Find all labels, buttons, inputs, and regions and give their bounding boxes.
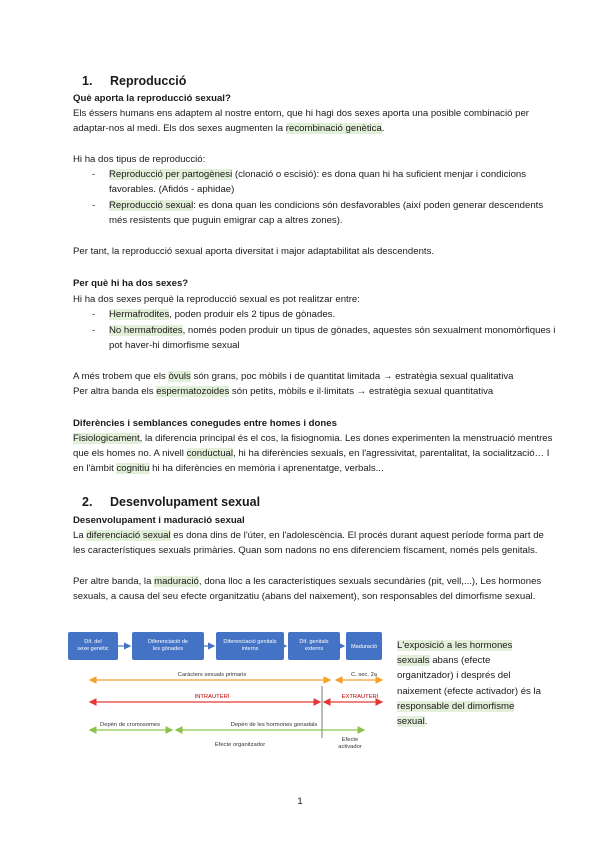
paragraph-text: . bbox=[381, 123, 385, 135]
highlight-behavioral: conductual bbox=[186, 448, 234, 460]
question-development: Desenvolupament i maduració sexual bbox=[73, 515, 245, 526]
paragraph-text: A més trobem que els bbox=[73, 371, 169, 382]
diagram-box-label: Diferenciació de les gònades bbox=[147, 639, 189, 652]
highlight-maturation: maduració bbox=[154, 576, 199, 587]
label-gonadal-hormones: Depèn de les hormones gonadals bbox=[230, 722, 318, 728]
diagram-box-label: Dif. del sexe genètic bbox=[77, 639, 109, 652]
list-item-hermaphrodites bbox=[92, 307, 562, 322]
section-2-heading bbox=[82, 495, 260, 509]
label-activating-effect-2: activador bbox=[338, 744, 362, 750]
paragraph-sperm bbox=[73, 384, 553, 399]
diagram-box-label: Diferenciació genitals interns bbox=[223, 639, 277, 652]
label-extrauterine: EXTRAUTERÍ bbox=[341, 694, 379, 700]
highlight-ova: òvuls bbox=[168, 371, 191, 382]
paragraph-two-sexes: Hi ha dos sexes perquè la reproducció sexual es pot realitzar entre: bbox=[73, 294, 360, 305]
paragraph-ova bbox=[73, 369, 553, 384]
highlight-sexual-differentiation: diferenciació sexual bbox=[86, 530, 171, 541]
list-dash: - bbox=[92, 325, 96, 336]
paragraph-differences bbox=[73, 431, 553, 477]
highlight-sperm: espermatozoides bbox=[156, 386, 230, 397]
list-item-sexual-reproduction bbox=[92, 198, 562, 228]
paragraph-text: , hi ha diferències sexuals, en l'agressivitat, parentalitat, la socialització… I en l'àmbit bbox=[73, 448, 550, 475]
label-activating-effect-1: Efecte bbox=[341, 737, 359, 743]
side-note-text: abans (efecte organitzador) i després del naixement (efecte activador) és la bbox=[397, 655, 541, 697]
list-dash: - bbox=[92, 309, 96, 320]
label-primary-characters: Caràcters sexuals primaris bbox=[177, 672, 247, 678]
highlight-parthenogenesis: Reproducció per partogènesi bbox=[109, 169, 233, 180]
paragraph-conclusion: Per tant, la reproducció sexual aporta diversitat i major adaptabilitat als descendents. bbox=[73, 246, 435, 257]
side-note bbox=[397, 638, 547, 729]
side-note-text: . bbox=[424, 716, 428, 728]
highlight-sexual-reproduction: Reproducció sexual bbox=[109, 200, 194, 211]
paragraph-maturation bbox=[73, 574, 553, 604]
paragraph-text: , la diferencia principal és el cos, la fisiognomia. Les dones experimenten la menstruació mentres que els homes no. A nivell bbox=[73, 433, 553, 460]
page-number: 1 bbox=[297, 796, 303, 807]
list-item-non-hermaphrodites bbox=[92, 323, 562, 353]
diagram-box-label: Dif. genitals externs bbox=[299, 639, 329, 652]
paragraph-differentiation bbox=[73, 528, 553, 558]
label-chromosomes: Depèn de cromosomes bbox=[100, 722, 160, 728]
sexual-development-diagram bbox=[64, 630, 384, 750]
paragraph-text: hi ha diferències en memòria i aprenentatge, verbals... bbox=[149, 463, 384, 475]
highlight-cognitive: cognitiu bbox=[116, 463, 150, 475]
paragraph-text: Per altra banda els bbox=[73, 386, 157, 397]
paragraph-text: Per altre banda, la bbox=[73, 576, 155, 587]
highlight-hermaphrodites: Hermafrodites bbox=[109, 309, 170, 320]
question-why-two-sexes: Per què hi ha dos sexes? bbox=[73, 278, 189, 289]
list-item-text: : es dona quan les condicions són desfavorables (així poden generar descendents més resistents que puguin emigrar cap a altres zones). bbox=[109, 200, 544, 227]
list-dash: - bbox=[92, 169, 96, 180]
highlight-physiologically: Fisiologicament bbox=[73, 433, 140, 444]
paragraph-text: són grans, poc mòbils i de quantitat limitada → estratègia sexual qualitativa bbox=[190, 371, 514, 382]
paragraph-adaptation bbox=[73, 106, 553, 136]
paragraph-text: La bbox=[73, 530, 87, 541]
section-1-title: Reproducció bbox=[110, 74, 187, 88]
paragraph-types-intro: Hi ha dos tipus de reproducció: bbox=[73, 154, 206, 165]
highlight-recombination: recombinació genètica bbox=[285, 123, 382, 135]
list-dash: - bbox=[92, 200, 96, 211]
diagram-box-label: Maduració bbox=[350, 644, 378, 650]
list-item-parthenogenesis bbox=[92, 167, 562, 197]
label-intrauterine: INTRAUTERÍ bbox=[194, 694, 230, 700]
question-what-brings: Què aporta la reproducció sexual? bbox=[73, 93, 231, 104]
section-1-number: 1. bbox=[82, 74, 93, 88]
section-2-number: 2. bbox=[82, 495, 93, 509]
label-organizing-effect: Efecte organitzador bbox=[214, 742, 266, 748]
highlight-non-hermaphrodites: No hermafrodites bbox=[109, 325, 183, 336]
highlight-responsible-dimorphism: responsable del dimorfisme sexual bbox=[397, 700, 515, 728]
paragraph-text: són petits, mòbils e il·limitats → estratègia sexual quantitativa bbox=[229, 386, 494, 397]
section-2-title: Desenvolupament sexual bbox=[110, 495, 261, 509]
section-1-heading bbox=[82, 74, 186, 88]
question-differences: Diferències i semblances conegudes entre homes i dones bbox=[73, 418, 337, 429]
label-secondary-characters: C. sec. 2a bbox=[350, 672, 378, 678]
list-item-text: (clonació o escisió): es dona quan hi ha suficient menjar i condicions favorables. (Afidós - aphidae) bbox=[109, 169, 527, 196]
highlight-hormone-exposure: L'exposició a les hormones sexuals bbox=[397, 640, 513, 667]
list-item-text: , només poden produir un tipus de gònades, aquestes són sexualment monomòrfiques i pot haver-hi dimorfisme sexual bbox=[109, 325, 556, 352]
list-item-text: , poden produir els 2 tipus de gònades. bbox=[169, 309, 336, 320]
paragraph-text: , dona lloc a les característiques sexuals secundàries (pit, vell,...), Les hormones sexuals, a causa del seu efecte organitzatiu (abans del naixement), son responsables del dimorfisme sexual. bbox=[73, 576, 542, 603]
paragraph-text: Els éssers humans ens adaptem al nostre entorn, que hi hagi dos sexes aporta una posible combinació per adaptar-nos al medi. Els dos sexes augmenten la bbox=[73, 108, 529, 135]
paragraph-text: es dona dins de l'úter, en l'adolescència. El procés durant aquest període forma part de les característiques sexuals primàries. Quan som nadons no ens diferenciem físcament, només pels genitals. bbox=[73, 530, 544, 557]
